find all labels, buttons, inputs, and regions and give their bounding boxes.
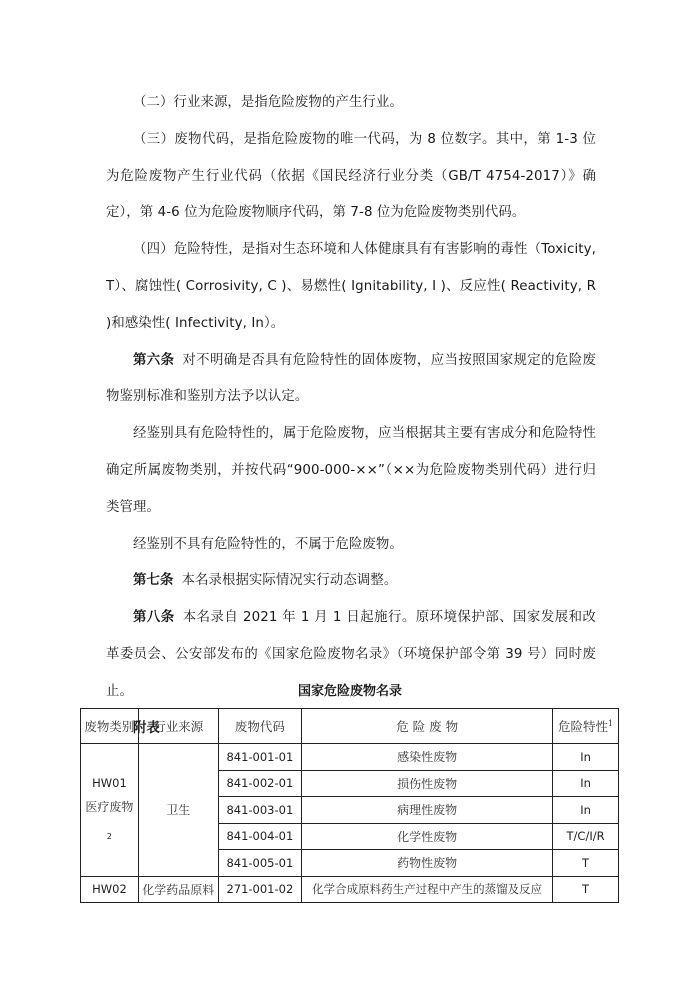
hazard-property: In bbox=[553, 744, 619, 771]
paragraph-text: 经鉴别具有危险特性的，属于危险废物，应当根据其主要有害成分和危险特性确定所属废物类别，并按代码“900-000-××”（××为危险废物类别代码）进行归类管理。 bbox=[106, 426, 596, 515]
waste-code: 841-003-01 bbox=[218, 797, 302, 824]
waste-name: 化学合成原料药生产过程中产生的蒸馏及反应 bbox=[302, 876, 553, 903]
table-row bbox=[81, 876, 619, 903]
table-title: 国家危险废物名录 bbox=[297, 684, 402, 699]
appendix-label: 附表 bbox=[133, 720, 160, 736]
hazard-property: T bbox=[553, 850, 619, 877]
document-body bbox=[106, 85, 596, 747]
header-waste: 危 险 废 物 bbox=[302, 709, 553, 744]
hazard-property: T bbox=[553, 876, 619, 903]
table-row bbox=[81, 744, 619, 771]
paragraph-text: 对不明确是否具有危险特性的固体废物，应当按照国家规定的危险废物鉴别标准和鉴别方法予以认定。 bbox=[106, 352, 596, 405]
paragraph-text: 经鉴别不具有危险特性的，不属于危险废物。 bbox=[133, 536, 403, 552]
paragraph-waste-code bbox=[106, 122, 596, 232]
hazardous-waste-table bbox=[80, 708, 619, 903]
header-hazard-text: 危险特性 bbox=[558, 719, 609, 734]
paragraph-industry-source bbox=[106, 85, 596, 122]
waste-name: 感染性废物 bbox=[302, 744, 553, 771]
paragraph-identified-nonhazardous bbox=[106, 527, 596, 564]
waste-name: 化学性废物 bbox=[302, 823, 553, 850]
paragraph-text: （三）废物代码，是指危险废物的唯一代码，为 8 位数字。其中，第 1-3 位为危险废物产生行业代码（依据《国民经济行业分类（GB/T 4754-2017）》确定），第 4-6 位为危险废物顺序代码，第 7-8 位为危险废物类别代码。 bbox=[106, 131, 596, 221]
hazard-property: T/C/I/R bbox=[553, 823, 619, 850]
paragraph-text: （四）危险特性，是指对生态环境和人体健康具有有害影响的毒性（Toxicity, T）、腐蚀性( Corrosivity, C )、易燃性( Ignitability, I )、反应性( Reactivity, R )和感染性( Infectivity, In）。 bbox=[106, 242, 596, 331]
waste-name: 损伤性废物 bbox=[302, 770, 553, 797]
category-code: HW02 bbox=[81, 876, 139, 903]
article-6 bbox=[106, 343, 596, 417]
article-label: 第八条 bbox=[133, 610, 175, 626]
paragraph-text: 本名录自 2021 年 1 月 1 日起施行。原环境保护部、国家发展和改革委员会、公安部发布的《国家危险废物名录》（环境保护部令第 39 号）同时废止。 bbox=[106, 610, 596, 699]
footnote-marker: 2 bbox=[106, 831, 112, 841]
category-name: 医疗废物 bbox=[85, 799, 134, 814]
hazard-property: In bbox=[553, 797, 619, 824]
waste-name: 病理性废物 bbox=[302, 797, 553, 824]
category-code: HW01 bbox=[92, 775, 127, 790]
header-hazard bbox=[553, 709, 619, 744]
waste-code: 271-001-02 bbox=[218, 876, 302, 903]
footnote-marker: 1 bbox=[608, 718, 614, 728]
industry-cell: 化学药品原料 bbox=[138, 876, 218, 903]
waste-name: 药物性废物 bbox=[302, 850, 553, 877]
waste-code: 841-004-01 bbox=[218, 823, 302, 850]
waste-code: 841-005-01 bbox=[218, 850, 302, 877]
waste-code: 841-001-01 bbox=[218, 744, 302, 771]
paragraph-text: 本名录根据实际情况实行动态调整。 bbox=[181, 573, 398, 589]
category-cell bbox=[81, 744, 139, 877]
paragraph-hazard-property bbox=[106, 232, 596, 342]
table-header-row bbox=[81, 709, 619, 744]
article-label: 第七条 bbox=[133, 573, 174, 589]
article-label: 第六条 bbox=[133, 352, 175, 368]
paragraph-text: （二）行业来源，是指危险废物的产生行业。 bbox=[133, 95, 403, 110]
header-code: 废物代码 bbox=[218, 709, 302, 744]
header-industry: 行业来源 bbox=[138, 709, 218, 744]
industry-cell: 卫生 bbox=[138, 744, 218, 877]
paragraph-identified-hazardous bbox=[106, 416, 596, 526]
header-category: 废物类别 bbox=[81, 709, 139, 744]
hazard-property: In bbox=[553, 770, 619, 797]
article-7 bbox=[106, 563, 596, 600]
waste-code: 841-002-01 bbox=[218, 770, 302, 797]
